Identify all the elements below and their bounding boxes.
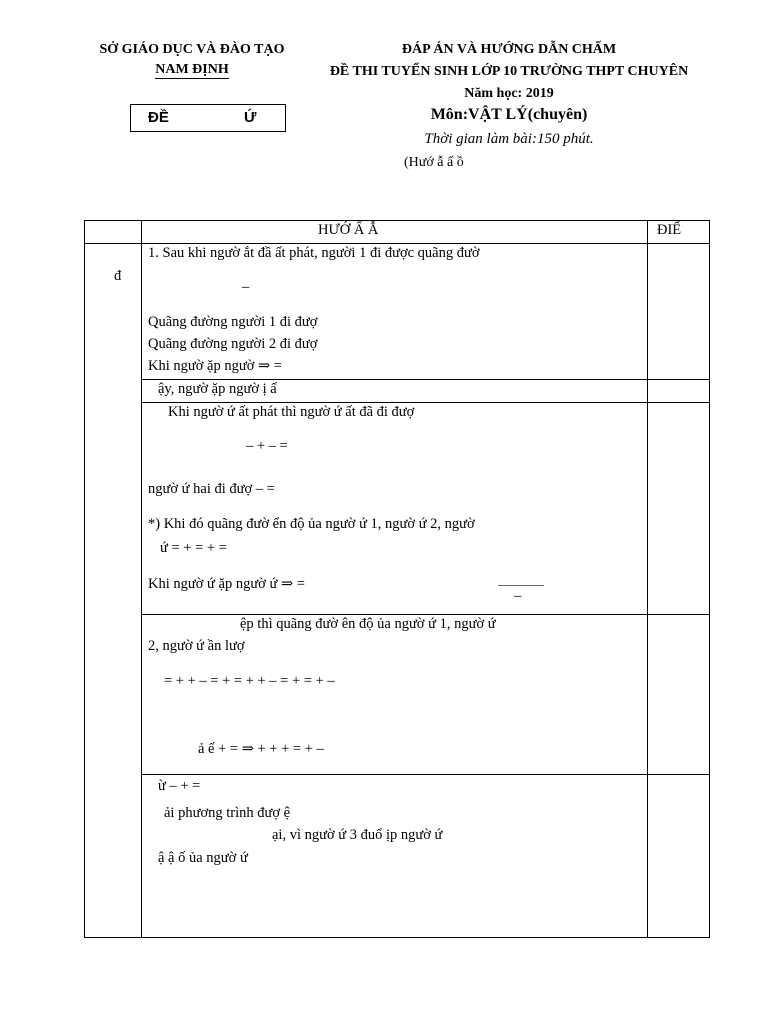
school-year: Năm học: 2019 — [464, 86, 554, 101]
table-line: ngườ ứ hai đi đượ – = — [148, 481, 275, 497]
table-line: ệp thì quãng đườ ên độ ủa ngườ ứ 1, ngườ ứ — [240, 616, 496, 632]
grading-note: (Hướ ẫ ấ ồ — [404, 155, 464, 170]
table-header-guidance: HƯỚ Ấ Ẫ — [318, 222, 379, 238]
table-line: ại, vì ngườ ứ 3 đuổ ịp ngườ ứ — [272, 827, 443, 843]
table-line: – — [514, 588, 522, 604]
subject-name: Môn:VẬT LÝ(chuyên) — [430, 106, 588, 123]
exam-label-left: ĐỀ — [148, 109, 169, 126]
table-line: – + – = — [246, 438, 288, 454]
table-line: Quãng đường người 1 đi đượ — [148, 314, 318, 330]
table-header-score: ĐIỂ — [657, 222, 682, 238]
table-line: *) Khi đó quãng đườ ển độ ủa ngườ ứ 1, ngườ ứ 2, ngườ — [148, 516, 475, 532]
question-label: đ — [114, 268, 122, 284]
table-line: 2, ngườ ứ ần lượ — [148, 638, 245, 654]
exam-duration: Thời gian làm bài:150 phút. — [424, 131, 594, 147]
table-line: ả ế + = ⇒ + + + = + – — [198, 741, 324, 757]
table-line: ậy, ngườ ặp ngườ ị ấ — [158, 381, 277, 397]
table-line: ừ – + = — [158, 778, 201, 794]
table-line: – — [242, 279, 250, 295]
table-line: Khi ngườ ứ ặp ngườ ứ ⇒ = — [148, 576, 305, 592]
table-line: 1. Sau khi ngườ ắt đầ ất phát, người 1 đi được quãng đườ — [148, 245, 480, 261]
fraction-bar — [498, 585, 544, 586]
table-line: ứ = + = + = — [160, 540, 227, 556]
department-location-text: NAM ĐỊNH — [155, 62, 229, 77]
document-title: ĐÁP ÁN VÀ HƯỚNG DẪN CHẤM — [401, 42, 617, 57]
table-line: ậ ậ ố ủa ngườ ứ — [158, 850, 248, 866]
table-line: = + + – = + = + + – = + = + – — [164, 673, 335, 689]
table-line: ải phương trình đượ ệ — [164, 805, 291, 821]
document-subtitle: ĐỀ THI TUYỂN SINH LỚP 10 TRƯỜNG THPT CHUYÊN — [329, 64, 689, 79]
table-line: Khi ngườ ặp ngườ ⇒ = — [148, 358, 282, 374]
exam-label-right: Ứ — [244, 109, 257, 126]
table-line: Khi ngườ ứ ất phát thì ngườ ứ ất đã đi đượ — [168, 404, 415, 420]
table-line: Quãng đường người 2 đi đượ — [148, 336, 318, 352]
department-name: SỞ GIÁO DỤC VÀ ĐÀO TẠO — [99, 42, 285, 57]
